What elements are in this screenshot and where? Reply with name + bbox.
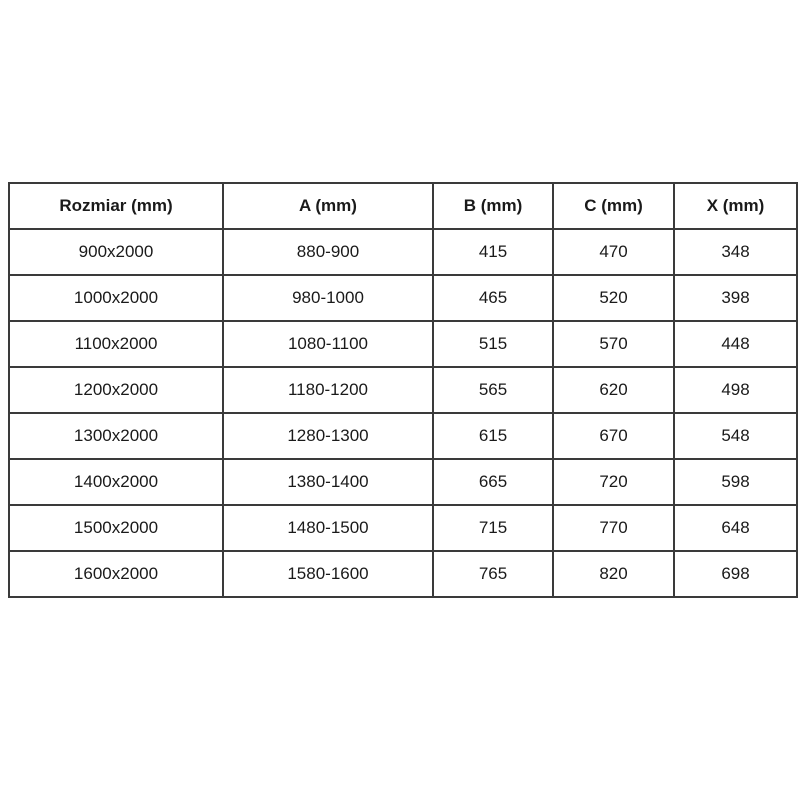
size-spec-table: [8, 182, 798, 598]
table-cell: 1280-1300: [223, 413, 433, 459]
table-cell: 520: [553, 275, 674, 321]
table-row: [9, 413, 797, 459]
table-cell: 620: [553, 367, 674, 413]
table-row: [9, 459, 797, 505]
column-header-c: C (mm): [553, 183, 674, 229]
column-header-x: X (mm): [674, 183, 797, 229]
table-cell: 1080-1100: [223, 321, 433, 367]
table-cell: 900x2000: [9, 229, 223, 275]
table-row: [9, 229, 797, 275]
table-cell: 670: [553, 413, 674, 459]
table-cell: 715: [433, 505, 553, 551]
table-cell: 980-1000: [223, 275, 433, 321]
table-cell: 665: [433, 459, 553, 505]
table-cell: 1100x2000: [9, 321, 223, 367]
table-cell: 615: [433, 413, 553, 459]
table-cell: 498: [674, 367, 797, 413]
table-cell: 548: [674, 413, 797, 459]
table-cell: 720: [553, 459, 674, 505]
table-cell: 415: [433, 229, 553, 275]
table-cell: 515: [433, 321, 553, 367]
table-row: [9, 367, 797, 413]
table-cell: 1500x2000: [9, 505, 223, 551]
table-row: [9, 321, 797, 367]
table-cell: 1380-1400: [223, 459, 433, 505]
table-cell: 1480-1500: [223, 505, 433, 551]
table-cell: 880-900: [223, 229, 433, 275]
table-cell: 1000x2000: [9, 275, 223, 321]
table-body: [9, 229, 797, 597]
table-cell: 765: [433, 551, 553, 597]
table-cell: 470: [553, 229, 674, 275]
table-cell: 698: [674, 551, 797, 597]
column-header-b: B (mm): [433, 183, 553, 229]
table-row: [9, 551, 797, 597]
column-header-rozmiar: Rozmiar (mm): [9, 183, 223, 229]
table-header-row: [9, 183, 797, 229]
table-cell: 648: [674, 505, 797, 551]
table-cell: 1600x2000: [9, 551, 223, 597]
table-cell: 1580-1600: [223, 551, 433, 597]
table-cell: 770: [553, 505, 674, 551]
table-cell: 398: [674, 275, 797, 321]
table-cell: 1180-1200: [223, 367, 433, 413]
table-cell: 1200x2000: [9, 367, 223, 413]
table-cell: 448: [674, 321, 797, 367]
table-row: [9, 275, 797, 321]
table-cell: 565: [433, 367, 553, 413]
table-cell: 598: [674, 459, 797, 505]
table-cell: 465: [433, 275, 553, 321]
size-spec-table-container: [8, 182, 796, 598]
table-cell: 1400x2000: [9, 459, 223, 505]
table-cell: 348: [674, 229, 797, 275]
table-cell: 820: [553, 551, 674, 597]
table-cell: 570: [553, 321, 674, 367]
table-cell: 1300x2000: [9, 413, 223, 459]
column-header-a: A (mm): [223, 183, 433, 229]
table-row: [9, 505, 797, 551]
